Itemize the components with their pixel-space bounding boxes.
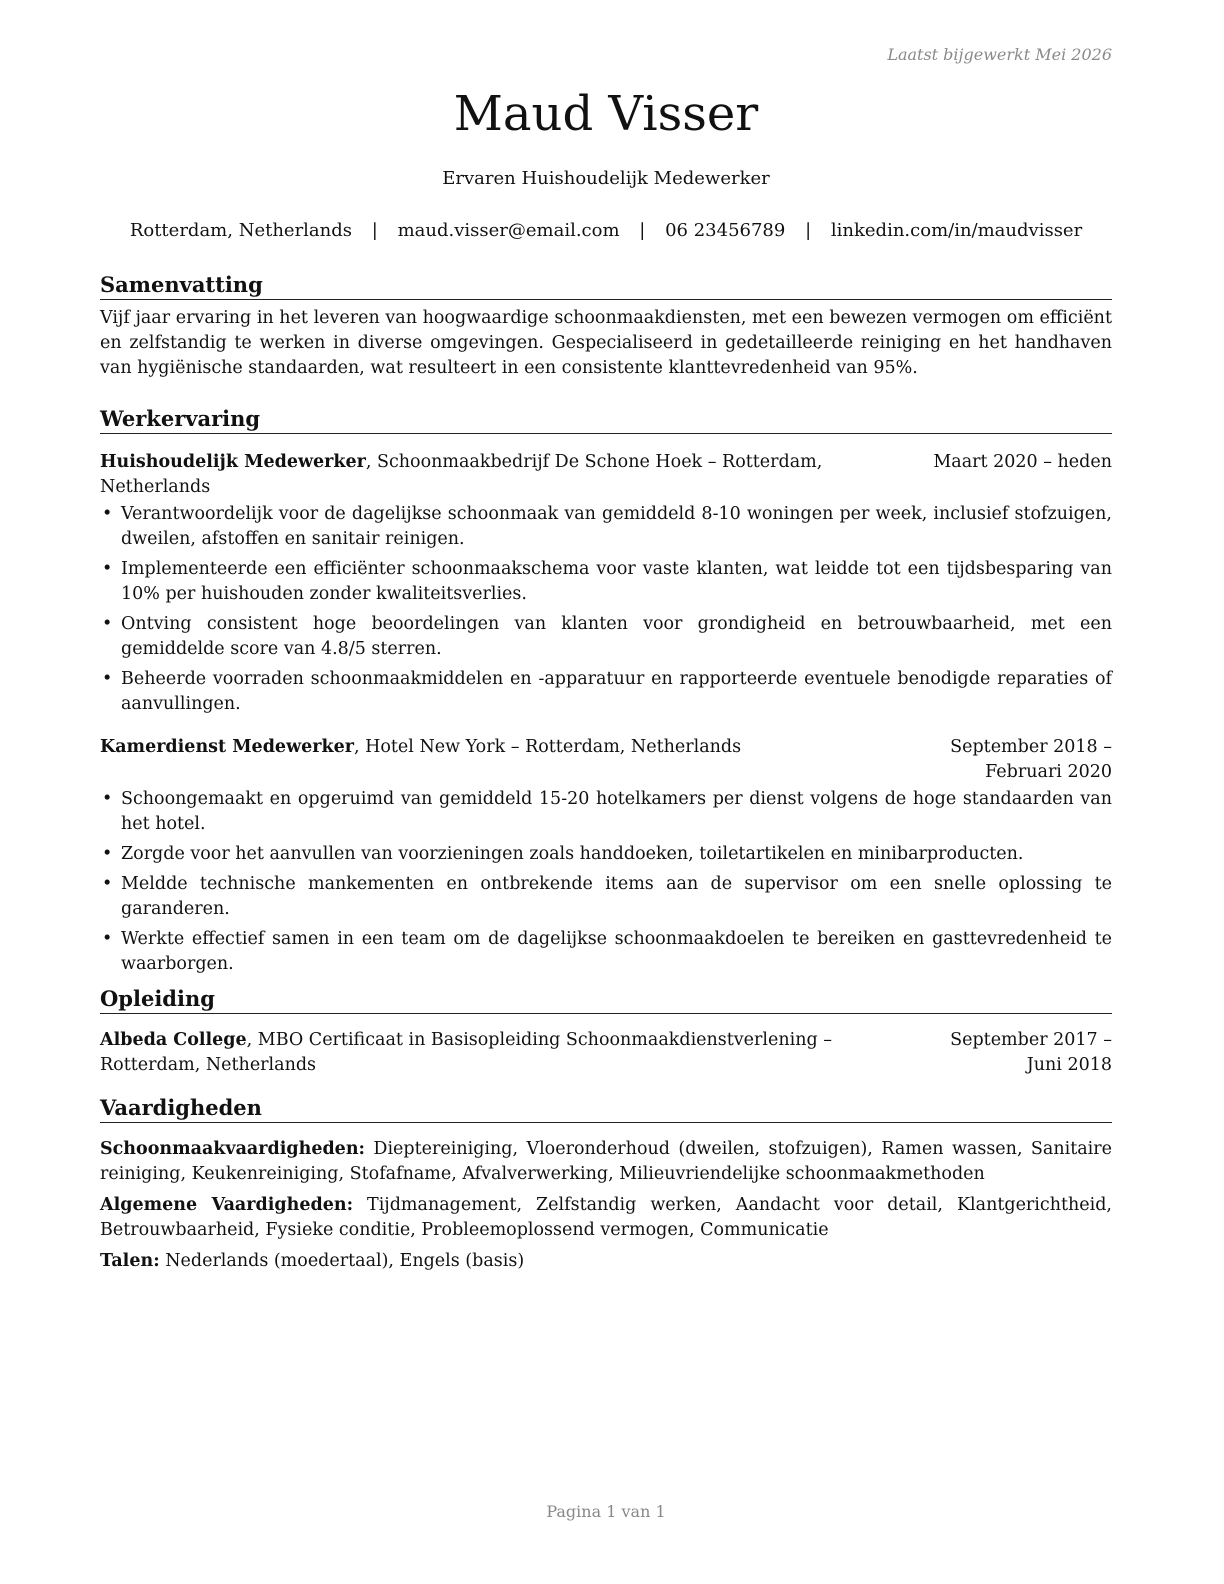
- job-entry: [100, 735, 1112, 977]
- job-title-line: [100, 450, 890, 500]
- experience-section: [100, 406, 1112, 982]
- education-detail: , MBO Certificaat in Basisopleiding Schoonmaakdienstverlening – Rotterdam, Netherlands: [100, 1030, 833, 1075]
- contact-phone[interactable]: 06 23456789: [665, 220, 786, 241]
- education-school: Albeda College: [100, 1030, 247, 1050]
- summary-section: [100, 272, 1112, 381]
- contact-email[interactable]: maud.visser@email.com: [397, 220, 620, 241]
- job-header: [100, 450, 1112, 500]
- job-dates: Maart 2020 – heden: [933, 452, 1112, 472]
- skills-section: [100, 1095, 1112, 1280]
- candidate-name: Maud Visser: [453, 86, 759, 142]
- job-bullet: • Beheerde voorraden schoonmaakmiddelen en -apparatuur en rapporteerde eventuele benodigde reparaties of aanvullingen.: [100, 667, 1112, 717]
- contact-separator: |: [639, 220, 646, 241]
- summary-text: Vijf jaar ervaring in het leveren van hoogwaardige schoonmaakdiensten, met een bewezen vermogen om efficiënt en zelfstandig te werken in diverse omgevingen. Gespecialiseerd in gedetailleerde reiniging en het handhaven van hygiënische standaarden, wat resulteert in een consistente klanttevredenheid van 95%.: [100, 308, 1112, 378]
- job-bullets: [100, 787, 1112, 977]
- contact-separator: |: [805, 220, 812, 241]
- contact-location: Rotterdam, Netherlands: [129, 220, 353, 241]
- skill-group-items: Nederlands (moedertaal), Engels (basis): [159, 1251, 525, 1271]
- job-entry: [100, 450, 1112, 717]
- job-bullet: • Zorgde voor het aanvullen van voorzieningen zoals handdoeken, toiletartikelen en minibarproducten.: [100, 842, 1112, 867]
- job-bullet: • Verantwoordelijk voor de dagelijkse schoonmaak van gemiddeld 8-10 woningen per week, inclusief stofzuigen, dweilen, afstoffen en sanitair reinigen.: [100, 502, 1112, 552]
- job-dates: September 2018 – Februari 2020: [950, 737, 1112, 782]
- skill-group-label: Schoonmaakvaardigheden:: [100, 1139, 366, 1159]
- education-dates: September 2017 – Juni 2018: [950, 1030, 1112, 1075]
- job-company: , Hotel New York – Rotterdam, Netherlands: [353, 737, 742, 757]
- job-title-line: [100, 735, 890, 785]
- last-updated: Laatst bijgewerkt Mei 2026: [887, 45, 1112, 64]
- section-heading-summary: Samenvatting: [100, 272, 1112, 300]
- contact-line: [100, 220, 1112, 241]
- job-bullet: • Implementeerde een efficiënter schoonmaakschema voor vaste klanten, wat leidde tot een tijdsbesparing van 10% per huishouden zonder kwaliteitsverlies.: [100, 557, 1112, 607]
- resume-page: [100, 0, 1112, 1584]
- section-heading-education: Opleiding: [100, 986, 1112, 1014]
- skill-group: [100, 1249, 1112, 1274]
- contact-linkedin[interactable]: linkedin.com/in/maudvisser: [830, 220, 1083, 241]
- page-number: Pagina 1 van 1: [546, 1502, 666, 1521]
- skill-group-label: Talen:: [100, 1251, 160, 1271]
- job-company: , Schoonmaakbedrijf De Schone Hoek – Rotterdam, Netherlands: [100, 452, 823, 497]
- job-header: [100, 735, 1112, 785]
- job-bullet: • Schoongemaakt en opgeruimd van gemiddeld 15-20 hotelkamers per dienst volgens de hoge standaarden van het hotel.: [100, 787, 1112, 837]
- education-section: [100, 986, 1112, 1078]
- job-bullet: • Meldde technische mankementen en ontbrekende items aan de supervisor om een snelle oplossing te garanderen.: [100, 872, 1112, 922]
- job-bullets: [100, 502, 1112, 717]
- contact-separator: |: [371, 220, 378, 241]
- education-entry: [100, 1028, 1112, 1078]
- job-bullet: • Ontving consistent hoge beoordelingen van klanten voor grondigheid en betrouwbaarheid, met een gemiddelde score van 4.8/5 sterren.: [100, 612, 1112, 662]
- education-title-line: [100, 1028, 880, 1078]
- job-bullet: • Werkte effectief samen in een team om de dagelijkse schoonmaakdoelen te bereiken en gasttevredenheid te waarborgen.: [100, 927, 1112, 977]
- job-role: Huishoudelijk Medewerker: [100, 452, 366, 472]
- skill-group-label: Algemene Vaardigheden:: [100, 1195, 354, 1215]
- section-heading-experience: Werkervaring: [100, 406, 1112, 434]
- skill-group: [100, 1137, 1112, 1187]
- skill-group-items: Tijdmanagement, Zelfstandig werken, Aandacht voor detail, Klantgerichtheid, Betrouwbaarheid, Fysieke conditie, Probleemoplossend vermogen, Communicatie: [100, 1195, 1112, 1240]
- skill-group: [100, 1193, 1112, 1243]
- section-heading-skills: Vaardigheden: [100, 1095, 1112, 1123]
- skill-group-items: Dieptereiniging, Vloeronderhoud (dweilen, stofzuigen), Ramen wassen, Sanitaire reiniging, Keukenreiniging, Stofafname, Afvalverwerking, Milieuvriendelijke schoonmaakmethoden: [100, 1139, 1112, 1184]
- job-role: Kamerdienst Medewerker: [100, 737, 354, 757]
- candidate-title: Ervaren Huishoudelijk Medewerker: [442, 168, 770, 189]
